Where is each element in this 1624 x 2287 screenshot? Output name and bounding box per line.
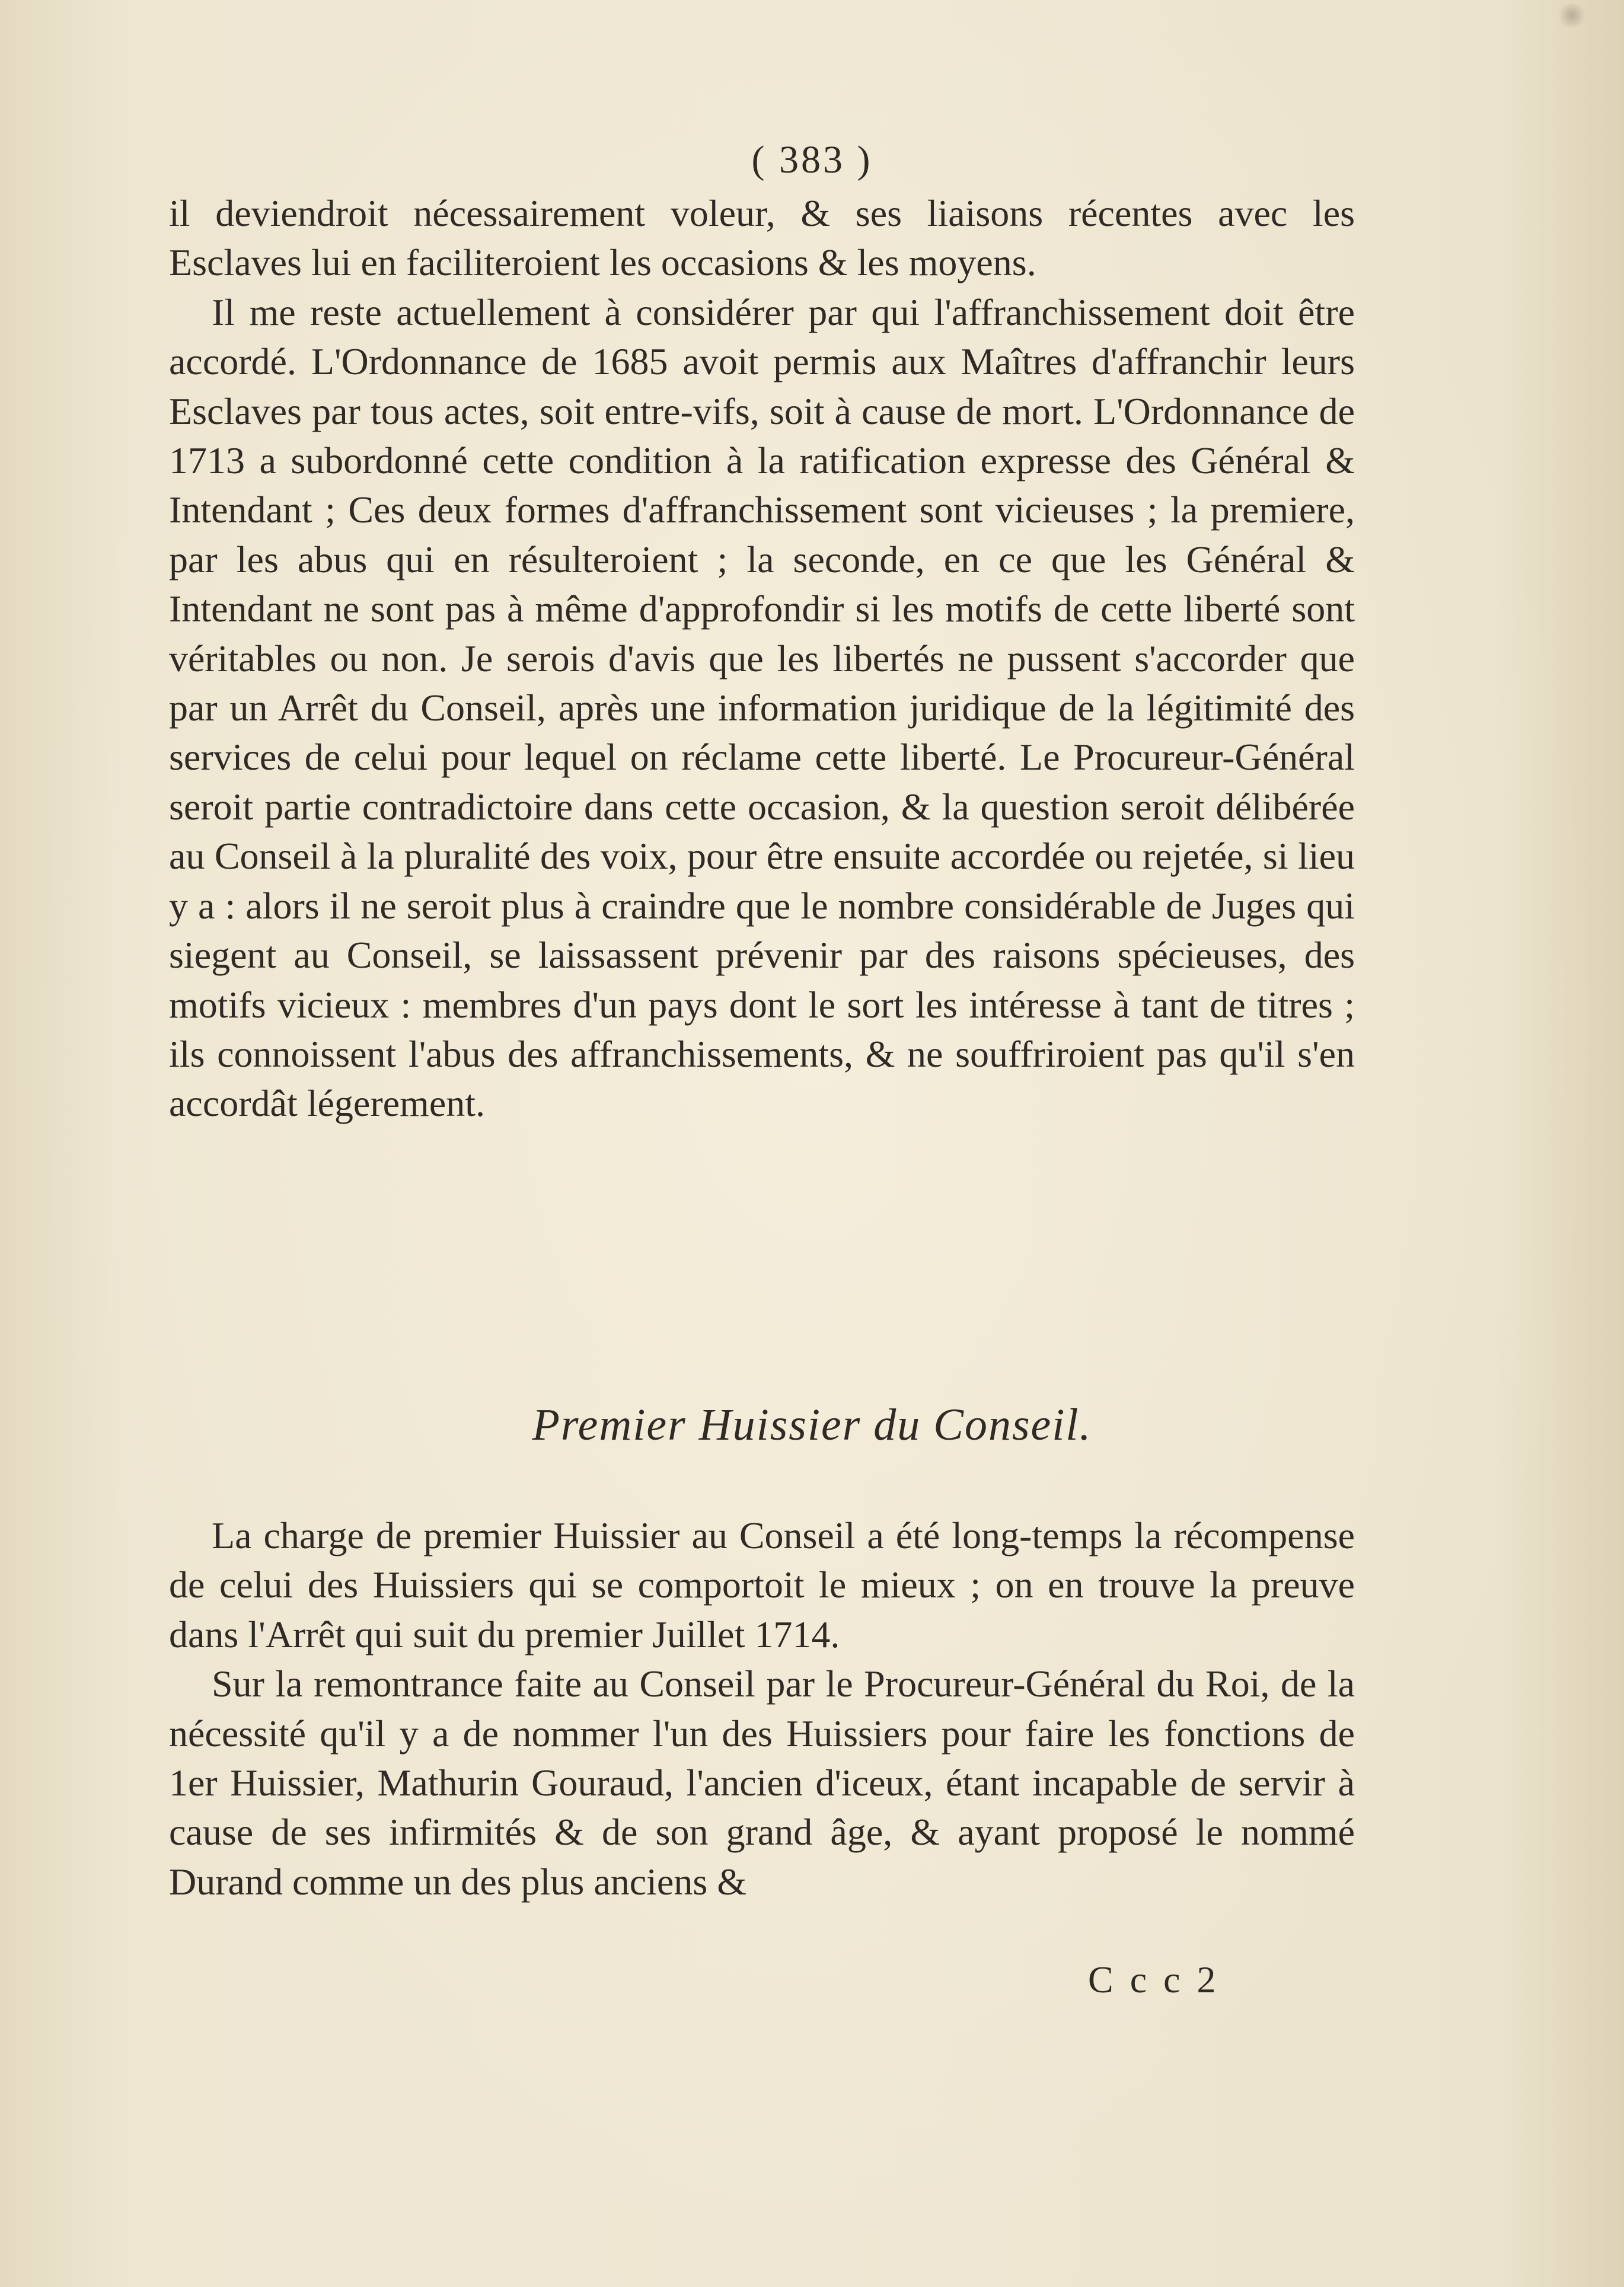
paragraph-4: Sur la remontrance faite au Conseil par le Procureur-Général du Roi, de la nécessité qu'il y a de nommer l'un des Huissiers pour faire les fonctions de 1er Huissier, Mathurin Gouraud, l'ancien d'iceux, étant incapable de servir à cause de ses infirmités & de son grand âge, & ayant proposé le nommé Durand comme un des plus anciens & xyxy=(169,1663,1355,1903)
body-text-bottom xyxy=(169,1511,1355,1906)
body-text-top xyxy=(169,189,1355,1128)
section-heading: Premier Huissier du Conseil. xyxy=(532,1400,1092,1450)
page-number: ( 383 ) xyxy=(751,138,873,181)
paper-stain xyxy=(1556,4,1587,27)
paragraph-2: Il me reste actuellement à considérer par qui l'affranchissement doit être accordé. L'Ordonnance de 1685 avoit permis aux Maîtres d'affranchir leurs Esclaves par tous actes, soit entre-vifs, soit à cause de mort. L'Ordonnance de 1713 a subordonné cette condition à la ratification expresse des Général & Intendant ; Ces deux formes d'affranchissement sont vicieuses ; la premiere, par les abus qui en résulteroient ; la seconde, en ce que les Général & Intendant ne sont pas à même d'approfondir si les motifs de cette liberté sont véritables ou non. Je serois d'avis que les libertés ne pussent s'accorder que par un Arrêt du Conseil, après une information juridique de la légitimité des services de celui pour lequel on réclame cette liberté. Le Procureur-Général seroit partie contradictoire dans cette occasion, & la question seroit délibérée au Conseil à la pluralité des voix, pour être ensuite accordée ou rejetée, si lieu y a : alors il ne seroit plus à craindre que le nombre considérable de Juges qui siegent au Conseil, se laissassent prévenir par des raisons spécieuses, des motifs vicieux : membres d'un pays dont le sort les intéresse à tant de titres ; ils connoissent l'abus des affranchissements, & ne souffriroient pas qu'il s'en accordât légerement. xyxy=(169,291,1355,1125)
paragraph-1: il deviendroit nécessairement voleur, & ses liaisons récentes avec les Esclaves lui en faciliteroient les occasions & les moyens. xyxy=(169,192,1355,284)
paragraph-3: La charge de premier Huissier au Conseil a été long-temps la récompense de celui des Huissiers qui se comportoit le mieux ; on en trouve la preuve dans l'Arrêt qui suit du premier Juillet 1714. xyxy=(169,1514,1355,1656)
signature-mark: C c c 2 xyxy=(1088,1959,1220,2001)
